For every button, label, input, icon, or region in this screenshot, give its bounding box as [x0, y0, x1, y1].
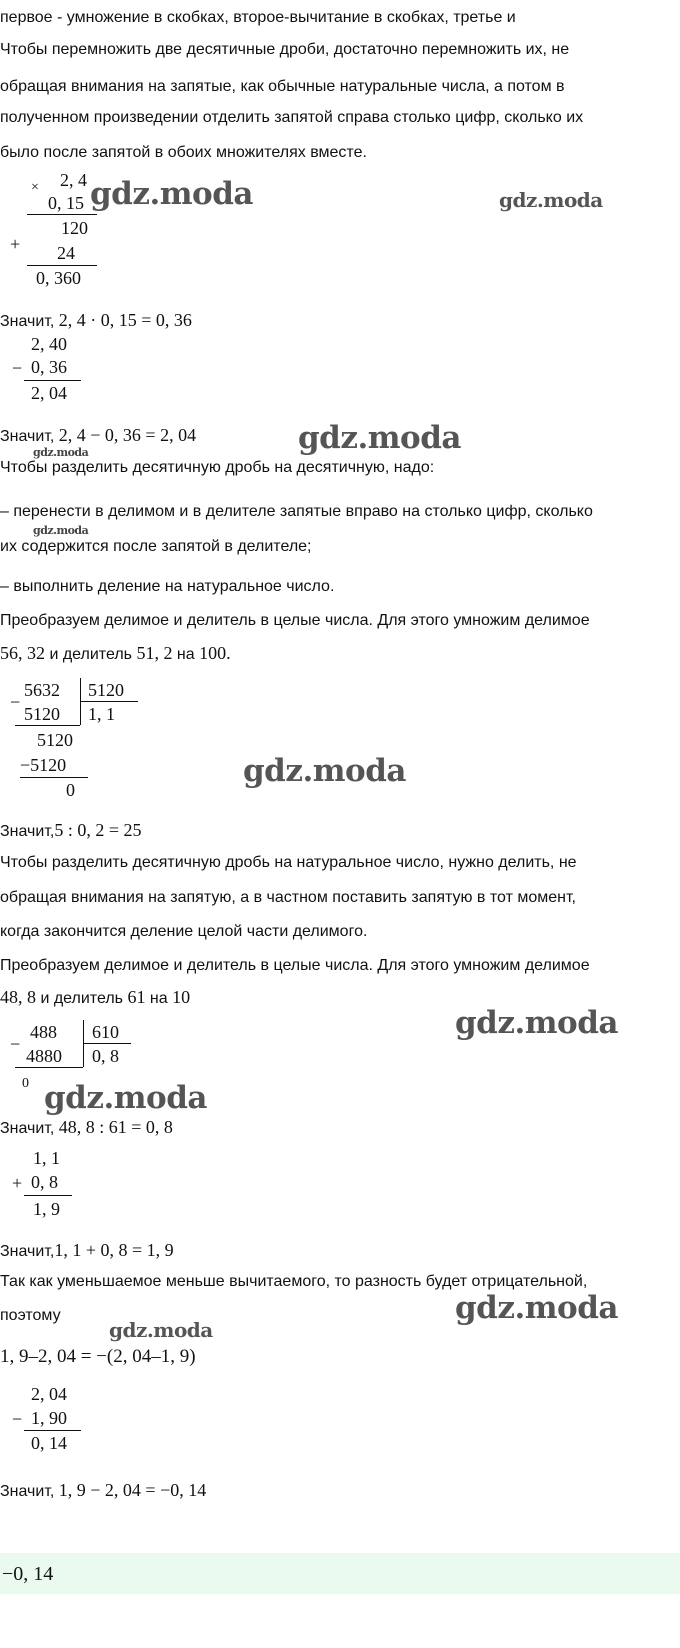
minuend: 2, 04: [31, 1384, 67, 1404]
text-line: Чтобы перемножить две десятичные дроби, достаточно перемножить их, не: [0, 41, 570, 58]
watermark-logo: gdz.moda: [455, 1005, 618, 1041]
column-line: [24, 1430, 81, 1431]
watermark-logo: gdz.moda: [455, 1290, 618, 1326]
watermark-logo: gdz.moda: [33, 524, 89, 537]
text-line: было после запятой в обоих множителях вместе.: [0, 144, 367, 161]
minus-sign: −: [10, 692, 21, 712]
result-line: [0, 1240, 174, 1262]
text-line: Чтобы разделить десятичную дробь на десятичную, надо:: [0, 459, 435, 476]
divisor: 5120: [88, 680, 124, 700]
watermark-logo: gdz.moda: [33, 446, 89, 459]
znachit-label: Значит,: [0, 1243, 55, 1260]
addend-2: 0, 8: [31, 1172, 58, 1192]
text-line: Преобразуем делимое и делитель в целые числа. Для этого умножим делимое: [0, 612, 590, 629]
dividend-value: 56, 32: [0, 643, 45, 663]
partial-product-2: 24: [57, 243, 75, 263]
math-expression: 5 : 0, 2 = 25: [54, 820, 142, 840]
partial-product-1: 120: [61, 218, 88, 238]
text-line: поэтому: [0, 1307, 61, 1324]
watermark-logo: gdz.moda: [109, 1318, 213, 1342]
factor-1: 2, 4: [60, 170, 87, 190]
column-line: [20, 777, 88, 778]
difference: 0, 14: [31, 1433, 67, 1453]
division-line: [80, 701, 138, 702]
text-line: первое - умножение в скобках, второе-вычитание в скобках, третье и: [0, 9, 516, 26]
znachit-label: Значит,: [0, 1483, 55, 1500]
column-line: [15, 1067, 83, 1068]
answer-value: −0, 14: [2, 1563, 54, 1585]
math-expression: 2, 4 − 0, 36 = 2, 04: [58, 425, 197, 445]
dividend: 488: [30, 1022, 57, 1042]
dividend-value: 48, 8: [0, 987, 36, 1007]
text-fragment: на: [145, 990, 173, 1007]
subtracted-value: 5120: [24, 704, 60, 724]
remainder: 5120: [37, 730, 73, 750]
watermark-logo: gdz.moda: [499, 188, 603, 212]
math-expression: 2, 4 · 0, 15 = 0, 36: [58, 310, 192, 330]
text-line: Так как уменьшаемое меньше вычитаемого, то разность будет отрицательной,: [0, 1273, 588, 1290]
text-line: Чтобы разделить десятичную дробь на натуральное число, нужно делить, не: [0, 854, 577, 871]
math-expression: 48, 8 : 61 = 0, 8: [58, 1117, 173, 1137]
column-line: [27, 265, 97, 266]
znachit-label: Значит,: [0, 1120, 55, 1137]
math-expression: 1, 9–2, 04 = −(2, 04–1, 9): [0, 1346, 196, 1367]
multiplier-value: 100.: [199, 643, 231, 663]
addend-1: 1, 1: [33, 1148, 60, 1168]
subtracted-value: 4880: [26, 1046, 62, 1066]
plus-sign: +: [10, 234, 21, 254]
watermark-logo: gdz.moda: [298, 420, 461, 456]
text-line: – перенести в делимом и в делителе запятые вправо на столько цифр, сколько: [0, 503, 593, 520]
watermark-logo: gdz.moda: [44, 1080, 207, 1116]
watermark-logo: gdz.moda: [90, 176, 253, 212]
multiplier-value: 10: [172, 987, 191, 1007]
quotient: 1, 1: [88, 704, 115, 724]
quotient: 0, 8: [92, 1046, 119, 1066]
product-result: 0, 360: [36, 268, 81, 288]
divisor-value: 51, 2: [136, 643, 173, 663]
znachit-label: Значит,: [0, 428, 55, 445]
dividend: 5632: [24, 680, 60, 700]
difference: 2, 04: [31, 383, 67, 403]
divisor: 610: [92, 1022, 119, 1042]
zero-remainder: 0: [66, 780, 75, 800]
subtrahend: 0, 36: [31, 357, 67, 377]
division-line: [83, 1043, 131, 1044]
column-line: [27, 214, 97, 215]
result-line: [0, 1480, 206, 1502]
watermark-logo: gdz.moda: [243, 753, 406, 789]
text-line: когда закончится деление целой части делимого.: [0, 923, 368, 940]
minuend: 2, 40: [31, 334, 67, 354]
sum: 1, 9: [33, 1199, 60, 1219]
text-line: [0, 987, 190, 1009]
plus-sign: +: [12, 1173, 23, 1193]
result-line: [0, 425, 196, 447]
minus-sign: −: [12, 358, 23, 378]
factor-2: 0, 15: [48, 193, 84, 213]
math-expression: 1, 1 + 0, 8 = 1, 9: [54, 1240, 174, 1260]
znachit-label: Значит,: [0, 313, 55, 330]
column-line: [24, 1195, 72, 1196]
text-line: обращая внимания на запятую, а в частном поставить запятую в тот момент,: [0, 889, 576, 906]
text-line: Преобразуем делимое и делитель в целые числа. Для этого умножим делимое: [0, 957, 590, 974]
result-line: [0, 310, 192, 332]
text-line: – выполнить деление на натуральное число.: [0, 578, 335, 595]
text-fragment: и делитель: [36, 990, 128, 1007]
answer-box: [0, 1553, 680, 1594]
text-line: обращая внимания на запятые, как обычные натуральные числа, а потом в: [0, 78, 565, 95]
subtrahend: 1, 90: [31, 1408, 67, 1428]
result-line: [0, 820, 141, 842]
minus-sign: −: [12, 1409, 23, 1429]
result-line: [0, 1117, 173, 1139]
zero-remainder: 0: [22, 1076, 29, 1091]
subtracted-value: −5120: [20, 755, 67, 775]
times-sign: ×: [31, 180, 39, 195]
divisor-value: 61: [127, 987, 146, 1007]
text-line: полученном произведении отделить запятой справа столько цифр, сколько их: [0, 109, 584, 126]
text-fragment: и делитель: [45, 646, 137, 663]
znachit-label: Значит,: [0, 823, 55, 840]
minus-sign: −: [10, 1034, 21, 1054]
column-line: [15, 725, 80, 726]
column-line: [24, 380, 81, 381]
text-line: их содержится после запятой в делителе;: [0, 538, 312, 555]
text-fragment: на: [172, 646, 200, 663]
text-line: [0, 643, 231, 665]
math-expression: 1, 9 − 2, 04 = −0, 14: [58, 1480, 207, 1500]
